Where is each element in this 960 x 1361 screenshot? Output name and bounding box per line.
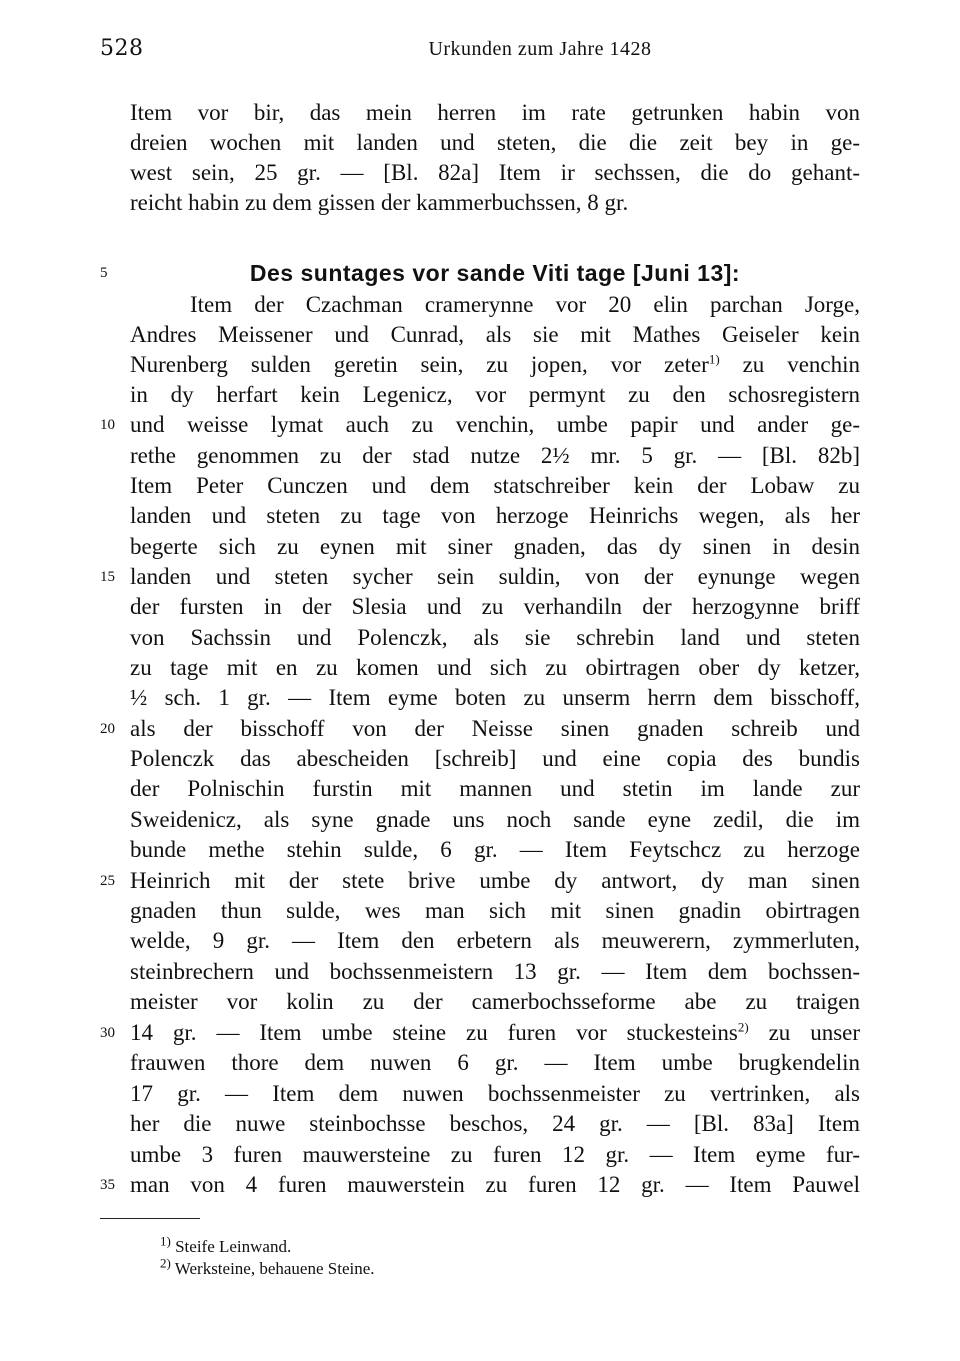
footnote-divider <box>100 1218 200 1219</box>
text-segment: 14 gr. — Item umbe steine zu furen vor stuckesteins <box>130 1020 738 1045</box>
text-line: umbe 3 furen mauwersteine zu furen 12 gr. — Item eyme fur- <box>130 1142 860 1167</box>
footnote <box>160 1233 292 1258</box>
text-line: reicht habin zu dem gissen der kammerbuchssen, 8 gr. <box>130 190 629 215</box>
text-segment: Nurenberg sulden geretin sein, zu jopen, vor zeter <box>130 352 709 377</box>
text-line: steinbrechern und bochssenmeistern 13 gr. — Item dem bochssen- <box>130 959 860 984</box>
text-line <box>130 350 860 380</box>
text-segment: zu unser <box>748 1020 861 1045</box>
line-number: 30 <box>100 1025 115 1041</box>
line-number: 15 <box>100 569 115 585</box>
text-line: begerte sich zu eynen mit siner gnaden, das dy sinen in desin <box>130 534 860 559</box>
text-line: Item vor bir, das mein herren im rate getrunken habin von <box>130 100 860 125</box>
text-line: west sein, 25 gr. — [Bl. 82a] Item ir sechssen, die do gehant- <box>130 160 860 185</box>
text-line: meister vor kolin zu der camerbochsseforme abe zu traigen <box>130 989 860 1014</box>
text-line: bunde methe stehin sulde, 6 gr. — Item Feytschcz zu herzoge <box>130 837 860 862</box>
footnote-reference: 1) <box>708 351 720 367</box>
footnote <box>160 1255 375 1280</box>
text-line: zu tage mit en zu komen und sich zu obirtragen ober dy ketzer, <box>130 655 860 680</box>
text-line: frauwen thore dem nuwen 6 gr. — Item umbe brugkendelin <box>130 1050 860 1075</box>
page-number: 528 <box>100 36 144 61</box>
line-number: 5 <box>100 265 108 281</box>
section-heading: Des suntages vor sande Viti tage [Juni 13]: <box>249 260 741 286</box>
text-line: landen und steten sycher sein suldin, von der eynunge wegen <box>130 564 860 589</box>
text-line: gnaden thun sulde, wes man sich mit sinen gnadin obirtragen <box>130 898 860 923</box>
line-number: 25 <box>100 873 115 889</box>
line-number: 10 <box>100 417 115 433</box>
text-line: und weisse lymat auch zu venchin, umbe papir und ander ge- <box>130 412 860 437</box>
text-line: welde, 9 gr. — Item den erbetern als meuwerern, zymmerluten, <box>130 928 860 953</box>
text-line: Item Peter Cunczen und dem statschreiber kein der Lobaw zu <box>130 473 860 498</box>
text-line: der Polnischin furstin mit mannen und stetin im lande zur <box>130 776 860 801</box>
footnote-text: Werksteine, behauene Steine. <box>174 1259 375 1278</box>
text-line: als der bisschoff von der Neisse sinen gnaden schreib und <box>130 716 860 741</box>
text-line: landen und steten zu tage von herzoge Heinrichs wegen, als her <box>130 503 860 528</box>
text-line: dreien wochen mit landen und steten, die die zeit bey in ge- <box>130 130 860 155</box>
text-line: Andres Meissener und Cunrad, als sie mit Mathes Geiseler kein <box>130 322 860 347</box>
text-line: Heinrich mit der stete brive umbe dy antwort, dy man sinen <box>130 868 860 893</box>
footnote-reference: 2) <box>737 1019 749 1035</box>
text-line: Polenczk das abescheiden [schreib] und eine copia des bundis <box>130 746 860 771</box>
text-segment: zu venchin <box>719 352 861 377</box>
running-title: Urkunden zum Jahre 1428 <box>428 38 652 60</box>
text-line: in dy herfart kein Legenicz, vor permynt zu den schosregistern <box>130 382 860 407</box>
text-line: von Sachssin und Polenczk, als sie schrebin land und steten <box>130 625 860 650</box>
text-line: 17 gr. — Item dem nuwen bochssenmeister zu vertrinken, als <box>130 1081 860 1106</box>
text-line: der fursten in der Slesia und zu verhandiln der herzogynne briff <box>130 594 860 619</box>
line-number: 35 <box>100 1177 115 1193</box>
line-number: 20 <box>100 721 115 737</box>
text-line: ½ sch. 1 gr. — Item eyme boten zu unserm herrn dem bisschoff, <box>130 685 860 710</box>
text-line: rethe genommen zu der stad nutze 2½ mr. 5 gr. — [Bl. 82b] <box>130 443 860 468</box>
text-line: man von 4 furen mauwerstein zu furen 12 gr. — Item Pauwel <box>130 1172 860 1197</box>
text-line: her die nuwe steinbochsse beschos, 24 gr. — [Bl. 83a] Item <box>130 1111 860 1136</box>
text-line <box>130 1018 860 1048</box>
text-line: Sweidenicz, als syne gnade uns noch sande eyne zedil, die im <box>130 807 860 832</box>
footnote-mark: 2) <box>160 1255 171 1271</box>
text-line: Item der Czachman cramerynne vor 20 elin parchan Jorge, <box>190 292 860 317</box>
footnote-mark: 1) <box>160 1233 171 1249</box>
footnote-text: Steife Leinwand. <box>175 1237 292 1256</box>
